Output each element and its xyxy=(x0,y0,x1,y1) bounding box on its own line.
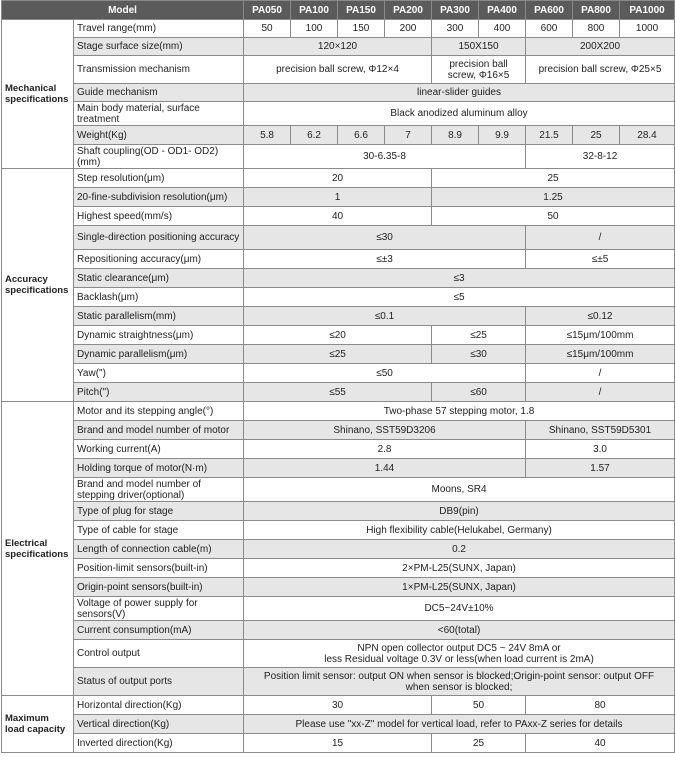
model-col: PA400 xyxy=(479,1,526,20)
cell: 15 xyxy=(244,734,432,753)
row-label: Transmission mechanism xyxy=(74,56,244,84)
cell: 7 xyxy=(385,126,432,145)
table-row xyxy=(2,20,675,38)
table-row xyxy=(2,578,675,597)
cell: 2.8 xyxy=(244,440,526,459)
cell xyxy=(244,640,675,668)
row-label: Length of connection cable(m) xyxy=(74,540,244,559)
row-label: Travel range(mm) xyxy=(74,20,244,38)
cell: 150X150 xyxy=(432,38,526,56)
table-row xyxy=(2,478,675,502)
header-row xyxy=(2,1,675,20)
cell: DB9(pin) xyxy=(244,502,675,521)
row-label: Yaw(") xyxy=(74,364,244,383)
cell: ≤3 xyxy=(244,269,675,288)
row-label: Vertical direction(Kg) xyxy=(74,715,244,734)
cell: 40 xyxy=(244,207,432,226)
row-label: Control output xyxy=(74,640,244,668)
cell: ≤15μm/100mm xyxy=(526,326,675,345)
table-row xyxy=(2,621,675,640)
cell: 25 xyxy=(432,734,526,753)
table-row xyxy=(2,250,675,269)
spec-table xyxy=(1,0,675,753)
row-label: Voltage of power supply for sensors(V) xyxy=(74,597,244,621)
table-row xyxy=(2,38,675,56)
table-row xyxy=(2,126,675,145)
table-row xyxy=(2,640,675,668)
table-row xyxy=(2,169,675,188)
cell: ≤25 xyxy=(244,345,432,364)
cell: ≤50 xyxy=(244,364,526,383)
cell: 1.44 xyxy=(244,459,526,478)
table-row xyxy=(2,288,675,307)
table-row xyxy=(2,715,675,734)
cell: 600 xyxy=(526,20,573,38)
cell: 25 xyxy=(573,126,620,145)
cell: ≤60 xyxy=(432,383,526,402)
cell: 400 xyxy=(479,20,526,38)
cell: <60(total) xyxy=(244,621,675,640)
cell xyxy=(244,668,675,696)
cell: 30 xyxy=(244,696,432,715)
row-label: Holding torque of motor(N·m) xyxy=(74,459,244,478)
cell: 2×PM-L25(SUNX, Japan) xyxy=(244,559,675,578)
cell: Shinano, SST59D5301 xyxy=(526,421,675,440)
row-label: Current consumption(mA) xyxy=(74,621,244,640)
cell: / xyxy=(526,226,675,250)
table-row xyxy=(2,597,675,621)
cell: 3.0 xyxy=(526,440,675,459)
table-row xyxy=(2,56,675,84)
model-col: PA600 xyxy=(526,1,573,20)
row-label: Brand and model number of stepping driver(optional) xyxy=(74,478,244,502)
cell: ≤15μm/100mm xyxy=(526,345,675,364)
row-label: Working current(A) xyxy=(74,440,244,459)
category-mechanical: Mechanical specifications xyxy=(2,20,74,169)
row-label: Guide mechanism xyxy=(74,84,244,102)
cell: 1.25 xyxy=(432,188,675,207)
row-label: Horizontal direction(Kg) xyxy=(74,696,244,715)
control-line-2: less Residual voltage 0.3V or less(when load current is 2mA) xyxy=(324,653,594,665)
model-col: PA300 xyxy=(432,1,479,20)
cell: 28.4 xyxy=(620,126,675,145)
cell: 150 xyxy=(338,20,385,38)
table-row xyxy=(2,345,675,364)
row-label: Stage surface size(mm) xyxy=(74,38,244,56)
cell: 300 xyxy=(432,20,479,38)
table-row xyxy=(2,440,675,459)
cell: ≤55 xyxy=(244,383,432,402)
cell: precision ball screw, Φ16×5 xyxy=(432,56,526,84)
row-label: Motor and its stepping angle(°) xyxy=(74,402,244,421)
cell: 32-8-12 xyxy=(526,145,675,169)
row-label: Main body material, surface treatment xyxy=(74,102,244,126)
cell: DC5~24V±10% xyxy=(244,597,675,621)
table-row xyxy=(2,696,675,715)
cell: Black anodized aluminum alloy xyxy=(244,102,675,126)
model-col: PA200 xyxy=(385,1,432,20)
cell: 50 xyxy=(244,20,291,38)
row-label: Origin-point sensors(built-in) xyxy=(74,578,244,597)
table-row xyxy=(2,540,675,559)
cell: 8.9 xyxy=(432,126,479,145)
cell: 200X200 xyxy=(526,38,675,56)
cell: precision ball screw, Φ12×4 xyxy=(244,56,432,84)
cell: 100 xyxy=(291,20,338,38)
table-row xyxy=(2,734,675,753)
table-row xyxy=(2,145,675,169)
category-accuracy: Accuracy specifications xyxy=(2,169,74,402)
cell: 20 xyxy=(244,169,432,188)
cell: High flexibility cable(Helukabel, Germany) xyxy=(244,521,675,540)
control-line-1: NPN open collector output DC5 ~ 24V 8mA or xyxy=(357,642,561,654)
cell: 120×120 xyxy=(244,38,432,56)
cell: 0.2 xyxy=(244,540,675,559)
table-row xyxy=(2,207,675,226)
cell: ≤20 xyxy=(244,326,432,345)
table-row xyxy=(2,521,675,540)
table-row xyxy=(2,459,675,478)
row-label: Dynamic straightness(μm) xyxy=(74,326,244,345)
row-label: Brand and model number of motor xyxy=(74,421,244,440)
model-col: PA150 xyxy=(338,1,385,20)
cell: 9.9 xyxy=(479,126,526,145)
model-header: Model xyxy=(2,1,244,20)
row-label: Pitch(") xyxy=(74,383,244,402)
model-col: PA1000 xyxy=(620,1,675,20)
cell: / xyxy=(526,383,675,402)
cell: 25 xyxy=(432,169,675,188)
cell: linear-slider guides xyxy=(244,84,675,102)
cell: ≤0.1 xyxy=(244,307,526,326)
cell: ≤5 xyxy=(244,288,675,307)
model-col: PA100 xyxy=(291,1,338,20)
table-row xyxy=(2,326,675,345)
cell: Please use "xx-Z" model for vertical load, refer to PAxx-Z series for details xyxy=(244,715,675,734)
cell: 1.57 xyxy=(526,459,675,478)
cell: ≤30 xyxy=(244,226,526,250)
table-row xyxy=(2,226,675,250)
row-label: Static parallelism(mm) xyxy=(74,307,244,326)
cell: ≤25 xyxy=(432,326,526,345)
row-label: Inverted direction(Kg) xyxy=(74,734,244,753)
table-row xyxy=(2,383,675,402)
category-load: Maximum load capacity xyxy=(2,696,74,753)
row-label: Shaft coupling(OD - OD1- OD2)(mm) xyxy=(74,145,244,169)
cell: 50 xyxy=(432,207,675,226)
cell: 1×PM-L25(SUNX, Japan) xyxy=(244,578,675,597)
cell: Two-phase 57 stepping motor, 1.8 xyxy=(244,402,675,421)
cell: 21.5 xyxy=(526,126,573,145)
row-label: Step resolution(μm) xyxy=(74,169,244,188)
cell: 800 xyxy=(573,20,620,38)
model-col: PA800 xyxy=(573,1,620,20)
cell: ≤30 xyxy=(432,345,526,364)
row-label: Weight(Kg) xyxy=(74,126,244,145)
table-row xyxy=(2,188,675,207)
category-electrical: Electrical specifications xyxy=(2,402,74,696)
cell: ≤±3 xyxy=(244,250,526,269)
row-label: Position-limit sensors(built-in) xyxy=(74,559,244,578)
table-row xyxy=(2,668,675,696)
table-row xyxy=(2,307,675,326)
cell: Moons, SR4 xyxy=(244,478,675,502)
status-line-2: when sensor is blocked; xyxy=(405,681,513,693)
row-label: Status of output ports xyxy=(74,668,244,696)
cell: 50 xyxy=(432,696,526,715)
row-label: Single-direction positioning accuracy xyxy=(74,226,244,250)
model-col: PA050 xyxy=(244,1,291,20)
row-label: Highest speed(mm/s) xyxy=(74,207,244,226)
cell: Shinano, SST59D3206 xyxy=(244,421,526,440)
status-line-1: Position limit sensor: output ON when sensor is blocked;Origin-point sensor: output OFF xyxy=(263,670,655,682)
cell: 30-6.35-8 xyxy=(244,145,526,169)
cell: / xyxy=(526,364,675,383)
cell: ≤0.12 xyxy=(526,307,675,326)
cell: 6.6 xyxy=(338,126,385,145)
cell: ≤±5 xyxy=(526,250,675,269)
row-label: Backlash(μm) xyxy=(74,288,244,307)
cell: 5.8 xyxy=(244,126,291,145)
row-label: Static clearance(μm) xyxy=(74,269,244,288)
row-label: Dynamic parallelism(μm) xyxy=(74,345,244,364)
cell: 1 xyxy=(244,188,432,207)
table-row xyxy=(2,402,675,421)
cell: 1000 xyxy=(620,20,675,38)
cell: 80 xyxy=(526,696,675,715)
cell: 6.2 xyxy=(291,126,338,145)
table-row xyxy=(2,84,675,102)
table-row xyxy=(2,364,675,383)
row-label: Type of cable for stage xyxy=(74,521,244,540)
table-row xyxy=(2,421,675,440)
table-row xyxy=(2,559,675,578)
cell: 200 xyxy=(385,20,432,38)
table-row xyxy=(2,102,675,126)
cell: 40 xyxy=(526,734,675,753)
row-label: 20-fine-subdivision resolution(μm) xyxy=(74,188,244,207)
table-row xyxy=(2,269,675,288)
cell: precision ball screw, Φ25×5 xyxy=(526,56,675,84)
row-label: Repositioning accuracy(μm) xyxy=(74,250,244,269)
row-label: Type of plug for stage xyxy=(74,502,244,521)
table-row xyxy=(2,502,675,521)
